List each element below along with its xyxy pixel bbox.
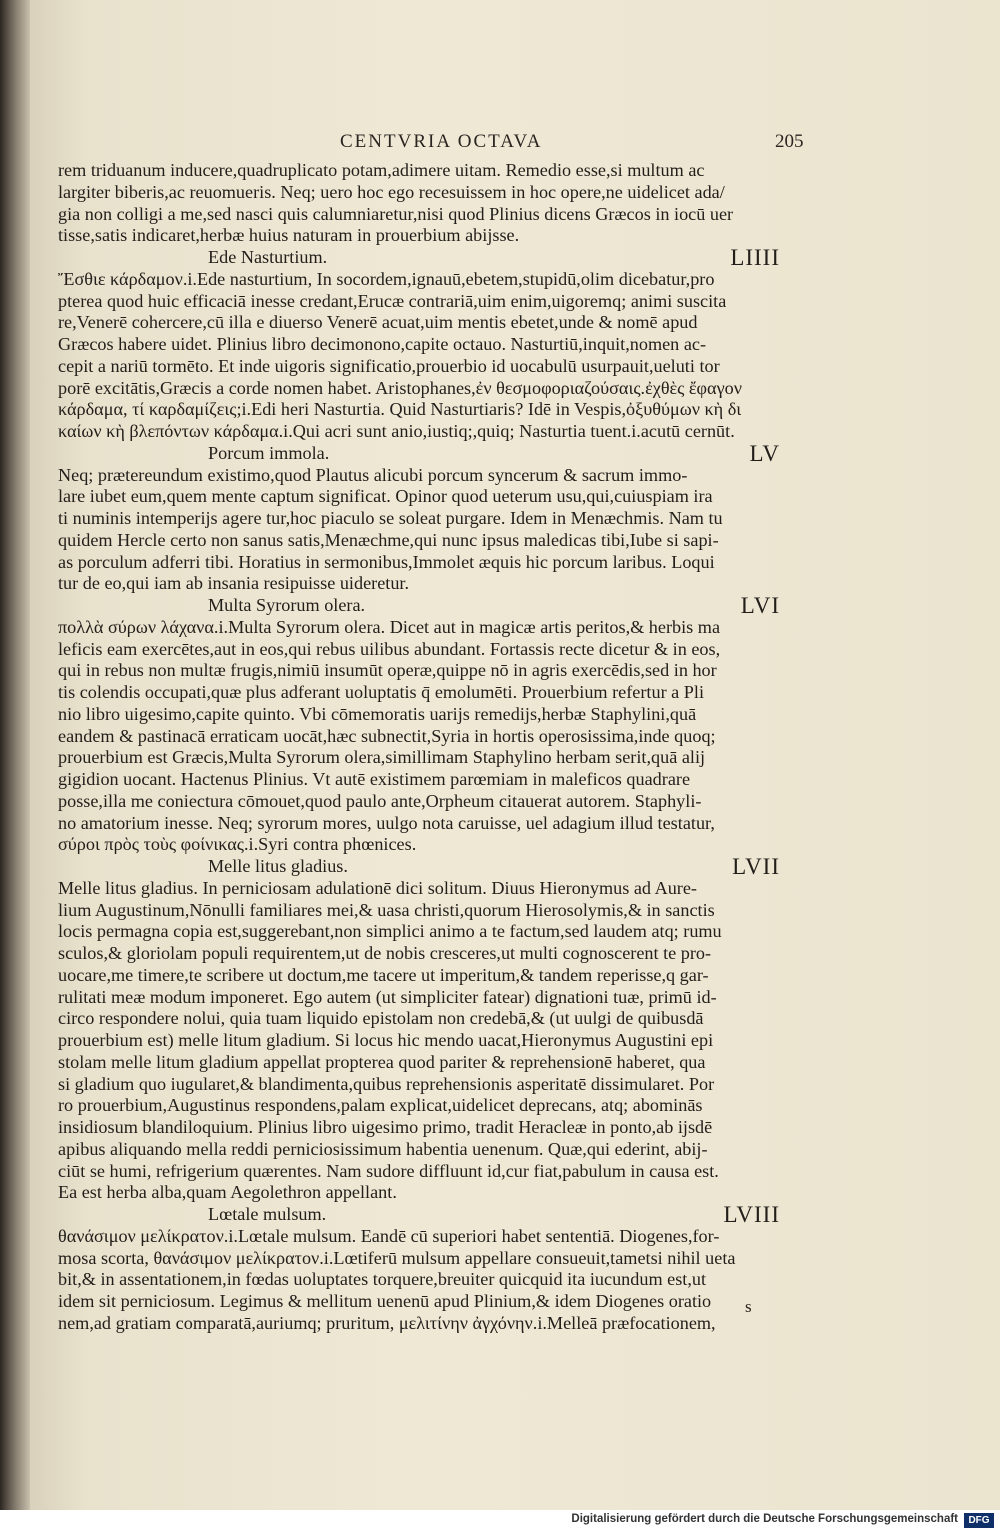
dfg-logo: DFG xyxy=(964,1513,994,1528)
digitization-footer xyxy=(0,1510,1000,1532)
intro-paragraph xyxy=(58,160,780,247)
text-line: rulitati meæ modum imponeret. Ego autem (ut simpliciter fatear) dignationi tuæ, primū id- xyxy=(58,986,717,1007)
text-line: Melle litus gladius. In perniciosam adulationē dici solitum. Diuus Hieronymus ad Aure- xyxy=(58,877,697,898)
text-line: quidem Hercle certo non sanus satis,Menæchme,qui nunc ipsus maledicas tibi,Iube si sapi- xyxy=(58,529,719,550)
text-line: Ea est herba alba,quam Aegolethron appellant. xyxy=(58,1182,397,1203)
text-line: rem triduanum inducere,quadruplicato potam,adimere uitam. Remedio esse,si multum ac xyxy=(58,160,705,180)
adage-number: LVIII xyxy=(723,1204,780,1226)
text-line: Neq; prætereundum existimo,quod Plautus alicubi porcum syncerum & sacrum immo- xyxy=(58,464,688,485)
text-line: circo respondere nolui, quia tuam liquido epistolam non credebā,& (ut uulgi de quibusdā xyxy=(58,1008,704,1029)
text-line: tisse,satis indicaret,herbæ huius naturam in prouerbium abijsse. xyxy=(58,225,520,246)
adage-number: LVII xyxy=(732,856,780,878)
text-line: largiter biberis,ac reuomueris. Neq; uero hoc ego recesuissem in hoc opere,ne uidelicet ada/ xyxy=(58,181,725,202)
book-spine-edge xyxy=(0,0,30,1510)
heading-s54 xyxy=(58,247,780,269)
text-line: prouerbium est Græcis,Multa Syrorum olera,simillimam Staphylino herbam serit,quā alij xyxy=(58,747,706,768)
text-line: apibus aliquando mella reddi perniciosissimum habentia uenenum. Quæ,qui ederint, abij- xyxy=(58,1138,708,1159)
text-line: insidiosum blandiloquium. Plinius libro uigesimo primo, tradit Heracleæ in ponto,ab ijsdē xyxy=(58,1117,713,1137)
text-line: as porculum adferri tibi. Horatius in sermonibus,Immolet æquis hic porcum laribus. Loqui xyxy=(58,551,715,572)
text-line: ti numinis intemperijs agere tur,hoc piaculo se soleat purgare. Idem in Menæchmis. Nam tu xyxy=(58,508,723,528)
text-line: καίων κὴ βλεπόντων κάρδαμα.i.Qui acri sunt anio,iustiq;,quiq; Nasturtia tuent.i.acutū cernūt. xyxy=(58,421,735,441)
text-line: ciūt se humi, refrigerium quærentes. Nam sudore diffluunt id,cur fiat,pabulum in causa est. xyxy=(58,1160,719,1181)
footer-credit: Digitalisierung gefördert durch die Deutsche Forschungsgemeinschaft xyxy=(571,1513,958,1525)
heading-title: Ede Nasturtium. xyxy=(208,247,328,267)
adage-number: LIIII xyxy=(730,247,780,269)
text-line: locis permagna copia est,suggerebant,non simplici animo a te factum,sed laudem atq; rumu xyxy=(58,921,722,942)
adage-text-s55 xyxy=(58,465,780,596)
heading-title: Porcum immola. xyxy=(208,442,330,463)
heading-s55 xyxy=(58,443,780,465)
text-line: cepit a nariū tormēto. Et inde uigoris significatio,prouerbio id uocabulū usurpauit,ueluti tor xyxy=(58,355,720,376)
page-number: 205 xyxy=(775,131,804,152)
text-line: σύροι πρὸς τοὺς φοίνικας.i.Syri contra phœnices. xyxy=(58,834,417,855)
text-line: ro prouerbium,Augustinus respondens,palam explicat,uidelicet deprecans, atq; abominās xyxy=(58,1095,703,1116)
adage-number: LVI xyxy=(740,595,780,617)
text-line: leficis eam exercētes,aut in eos,qui rebus uilibus abundant. Fortassis recte dicetur & in eos, xyxy=(58,638,721,659)
text-line: tis colendis occupati,quæ plus adferant uoluptatis q̄ emolumēti. Prouerbium refertur a Pli xyxy=(58,682,705,702)
heading-s58 xyxy=(58,1204,780,1226)
adage-text-s57 xyxy=(58,878,780,1204)
text-line: nem,ad gratiam comparatā,auriumq; pruritum, μελιτίνην ἀγχόνην.i.Melleā præfocationem, xyxy=(58,1312,716,1333)
text-line: no amatorium inesse. Neq; syrorum mores, uulgo nota caruisse, uel adagium illud testatur, xyxy=(58,812,715,833)
adage-number: LV xyxy=(749,442,780,465)
body-text xyxy=(58,160,780,1335)
heading-title: Multa Syrorum olera. xyxy=(208,595,366,615)
text-line: si gladium quo iugularet,& blandimenta,quibus reprehensionis asperitatē dissimularet. Por xyxy=(58,1073,715,1094)
heading-title: Melle litus gladius. xyxy=(208,856,348,876)
heading-s56 xyxy=(58,595,780,617)
adage-text-s58 xyxy=(58,1226,780,1335)
text-line: pterea quod huic efficaciā inesse credant,Erucæ contrariā,uim enim,uigoremq; animi suscita xyxy=(58,290,727,311)
text-line: porē excitātis,Græcis a corde nomen habet. Aristophanes,ἐν θεσμοφοριαζούσαις.ἐχθὲς ἔφαγον xyxy=(58,377,742,398)
text-line: mosa scorta, θανάσιμον μελίκρατον.i.Lœtiferū mulsum appellare consueuit,tametsi nihil ueta xyxy=(58,1247,736,1268)
adage-text-s54 xyxy=(58,269,780,443)
text-line: idem sit perniciosum. Legimus & mellitum uenenū apud Plinium,& idem Diogenes oratio xyxy=(58,1291,712,1311)
signature-mark: s xyxy=(745,1297,752,1316)
text-line: qui in rebus non multæ frugis,nimiū insumūt operæ,quippe nō in agris exercēdis,sed in hor xyxy=(58,660,717,681)
text-line: πολλὰ σύρων λάχανα.i.Multa Syrorum olera. Dicet aut in magicæ artis peritos,& herbis ma xyxy=(58,616,721,637)
text-line: tur de eo,qui iam ab insania resipuisse uideretur. xyxy=(58,573,410,594)
text-line: Ἔσθιε κάρδαμον.i.Ede nasturtium, In socordem,ignauū,ebetem,stupidū,olim dicebatur,pro xyxy=(58,268,715,289)
text-line: stolam melle litum gladium appellat propterea quod pariter & reprehensionē haberet, qua xyxy=(58,1051,706,1072)
text-line: eandem & pastinacā erraticam uocāt,hæc subnectit,Syria in hortis operosissima,inde quoq; xyxy=(58,725,716,746)
text-line: re,Venerē cohercere,cū illa e diuerso Venerē acuat,uim mentis ebetet,unde & nomē apud xyxy=(58,312,698,333)
text-line: sculos,& gloriolam populi requirentem,ut de nobis cresceres,ut multi cognoscerent te pro- xyxy=(58,943,712,963)
text-line: lium Augustinum,Nōnulli familiares mei,& uasa christi,quorum Hierosolymis,& in sanctis xyxy=(58,899,715,920)
text-line: nio libro uigesimo,capite quinto. Vbi cōmemoratis uarijs remedijs,herbæ Staphylini,quā xyxy=(58,703,697,724)
text-line: posse,illa me coniectura cōmouet,quod paulo ante,Orpheum citauerat autorem. Staphyli- xyxy=(58,790,702,811)
text-line: gigidion uocant. Hactenus Plinius. Vt autē existimem parœmiam in maleficos quadrare xyxy=(58,769,691,789)
running-head: CENTVRIA OCTAVA xyxy=(340,131,543,152)
text-line: uocare,me timere,te scribere ut doctum,me tacere ut imperitum,& tandem reperisse,q gar- xyxy=(58,964,709,985)
text-line: Græcos habere uidet. Plinius libro decimonono,capite octauo. Nasturtiū,inquit,nomen ac- xyxy=(58,334,707,354)
heading-title: Lœtale mulsum. xyxy=(208,1204,327,1224)
text-line: lare iubet eum,quem mente captum significat. Opinor quod ueterum usu,qui,cuiuspiam ira xyxy=(58,486,713,507)
heading-s57 xyxy=(58,856,780,878)
text-line: prouerbium est) melle litum gladium. Si locus hic mendo uacat,Hieronymus Augustini epi xyxy=(58,1030,714,1050)
text-line: κάρδαμα, τί καρδαμίζεις;i.Edi heri Nasturtia. Quid Nasturtiaris? Idē in Vespis,ὀξυθύμων κὴ δι xyxy=(58,399,742,420)
text-line: bit,& in assentationem,in fœdas uoluptates torquere,breuiter quicquid ita iucundum est,ut xyxy=(58,1269,707,1290)
adage-text-s56 xyxy=(58,617,780,856)
text-line: gia non colligi a me,sed nasci quis calumniaretur,nisi quod Plinius dicens Græcos in iocū uer xyxy=(58,203,734,224)
text-line: θανάσιμον μελίκρατον.i.Lœtale mulsum. Eandē cū superiori habet sententiā. Diogenes,for- xyxy=(58,1225,720,1246)
